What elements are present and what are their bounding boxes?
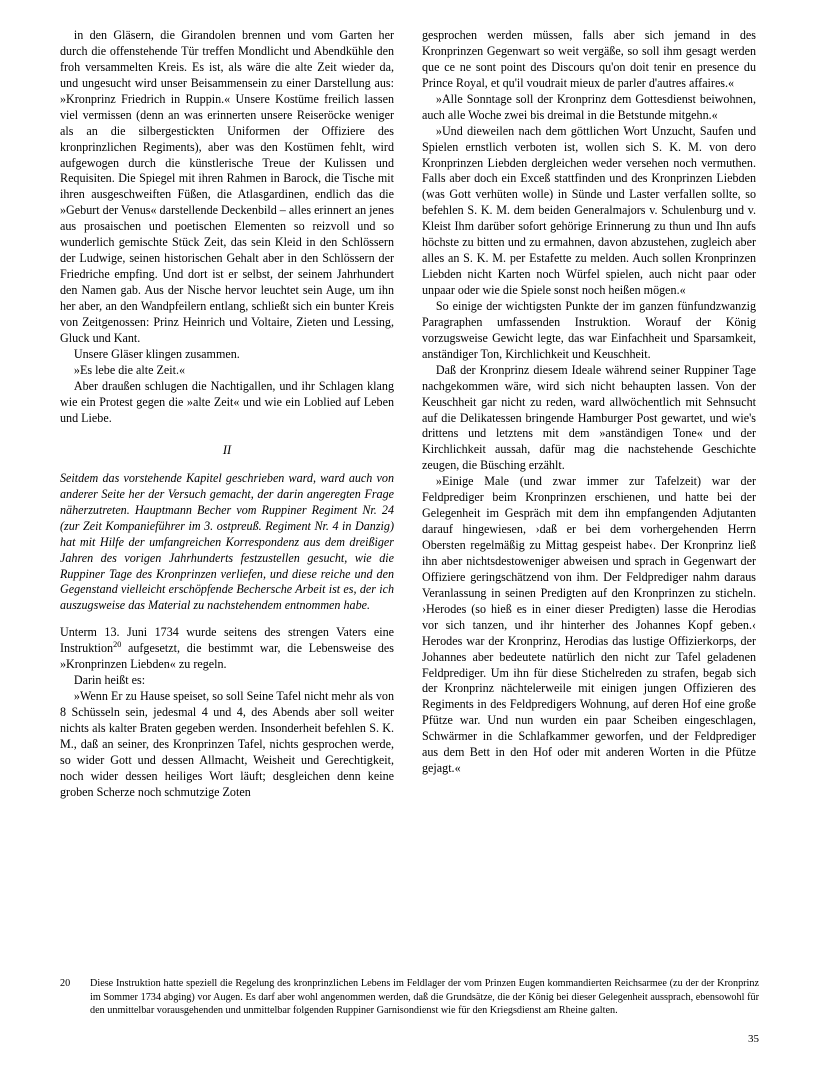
- left-column: [60, 28, 394, 948]
- paragraph-spacer: [60, 614, 394, 625]
- paragraph: gesprochen werden müssen, falls aber sich jemand in des Kronprinzen Gegenwart so weit vergäße, so soll ihm gesagt werden que ce ne sont point des Discours qu'on doit tenir en presence du Prince Royal, et qu'il voudrait mieux de parler d'autres affaires.«: [422, 28, 756, 90]
- paragraph: in den Gläsern, die Girandolen brennen und vom Garten her durch die offenstehende Tür treffen Mondlicht und Abendkühle den froh versammelten Kreis. Es ist, als wäre die alte Zeit wieder da, und ungesucht wird unser Beisammensein zu einer Darstellung aus: »Kronprinz Friedrich in Ruppin.« Unsere Kostüme freilich lassen viel vermissen (denn an was erinnerten unsere Reiseröcke weniger als an die silbergestickten Uniformen der Offiziere des kronprinzlichen Regiments), aber was den Kostümen fehlt, wird aufgewogen durch die künstlerische Treue der Kulissen und Requisiten. Die Spiegel mit ihren Rahmen in Barock, die Tische mit ihren ausgeschweiften Füßen, die Atlasgardinen, endlich das die »Geburt der Venus« darstellende Deckenbild – alles erinnert an jenes aus prosaischen und poetischen Elementen so reizvoll und so wunderlich gemischte Stück Zeit, das sein Kleid in den Schlössern der Ludwige, seinen historischen Gehalt aber in den Schlössern der Friedriche empfing. Und dort ist er selbst, der seinem Jahrhundert den Namen gab. Aus der Nische hervor leuchtet sein Auge, um ihn her aber, an den Wandpfeilern entlang, schließt sich ein bunter Kreis von Zeitgenossen: Prinz Heinrich und Voltaire, Zieten und Lessing, Gluck und Kant.: [60, 28, 394, 345]
- paragraph: »Es lebe die alte Zeit.«: [73, 362, 186, 377]
- paragraph: Unsere Gläser klingen zusammen.: [73, 346, 240, 361]
- chapter-intro-italic: Seitdem das vorstehende Kapitel geschrieben ward, ward auch von anderer Seite her der Versuch gemacht, der darin angeregten Frage näherzutreten. Hauptmann Becher vom Ruppiner Regiment Nr. 24 (zur Zeit Kompanieführer im 3. ostpreuß. Regiment Nr. 4 in Danzig) hat mit Hilfe der umfangreichen Korrespondenz aus dem dreißiger Jahren des vorigen Jahrhunderts festzustellen gesucht, wie die Ruppiner Tage des Kronprinzen verliefen, und diese reiche und den Gegenstand vielleicht erschöpfende Bechersche Arbeit ist es, der ich auszugsweise das Material zu nachstehendem entnommen habe.: [60, 470, 394, 613]
- paragraph: So einige der wichtigsten Punkte der im ganzen fünfundzwanzig Paragraphen umfassenden Instruktion. Worauf der König vorzugsweise Gewicht legte, das war Einfachheit und Sparsamkeit, anständiger Ton, Kirchlichkeit und Keuschheit.: [422, 298, 756, 361]
- two-column-body: [60, 28, 759, 948]
- paragraph: »Einige Male (und zwar immer zur Tafelzeit) war der Feldprediger beim Kronprinzen erschienen, und hatte bei der Gelegenheit im Gespräch mit dem ihn empfangenden Adjutanten darauf hingewiesen, ›daß er bei dem vorhergehenden Herrn Obersten regelmäßig zu Mittag gespeist habe‹. Der Kronprinz ließ ihn aber nichtsdestoweniger abweisen und sprach in Gegenwart der Offiziere geringschätzend von ihm. Der Feldprediger nahm daraus Veranlassung in seinen Predigten auf den Kronprinzen zu sticheln. ›Herodes (so hieß es in einer dieser Predigten) lasse die Herodias vor sich tanzen, und ihr hinterher des Johannes Kopf geben.‹ Herodes war der Kronprinz, Herodias das lustige Offizierkorps, der Johannes aber bedeutete natürlich den nicht zur Tafel geladenen Feldprediger. Um ihn für diese Stichelreden zu strafen, begab sich der Kronprinz nächtelerweile mit einigen jungen Offizieren des Regiments in des Feldpredigers Wohnung, auf deren Hof eine große Pfütze war. Und nun wurden ein paar Scheiben eingeschlagen, Schwärmer in die Schlafkammer geworfen, und der Feldprediger aus dem Bett in den Hof oder mit anderen Worten in die Pfütze gejagt.«: [422, 474, 756, 776]
- footnote-text: Diese Instruktion hatte speziell die Regelung des kronprinzlichen Lebens im Feldlager der vom Prinzen Eugen kommandierten Reichsarmee (zu der der Kronprinz im Sommer 1734 abging) vor Augen. Es darf aber wohl angenommen werden, daß die Grundsätze, die der König bei dieser Gelegenheit aussprach, ebensowohl für den unmittelbar vorausgehenden und unmittelbar folgenden Ruppiner Garnisondienst wie für den Kriegsdienst am Rheine galten.: [90, 978, 759, 1016]
- footnote: [60, 977, 759, 1017]
- paragraph: Daß der Kronprinz diesem Ideale während seiner Ruppiner Tage nachgekommen wäre, wird sich nicht behaupten lassen. Von der Keuschheit gar nicht zu reden, ward allwöchentlich mit Sehnsucht auf die Delikatessen bringende Hamburger Post gewartet, und wie's drittens und letztens mit dem »anständigen Tone« und der Kirchlichkeit aussah, dafür mag die nachstehende Geschichte zeugen, die Büsching erzählt.: [422, 362, 756, 473]
- paragraph: »Wenn Er zu Hause speiset, so soll Seine Tafel nicht mehr als von 8 Schüsseln sein, jedesmal 4 und 4, des Abends aber soll weiter nichts als kalter Braten gegeben werden. Insonderheit befehlen S. K. M., daß an seiner, des Kronprinzen Tafel, nichts gesprochen werde, so wider Gott und dessen Allmacht, Weisheit und Gerechtigkeit, noch wider dessen heiliges Wort läuft; desgleichen denn keine groben Scherze noch schmutzige Zoten: [60, 689, 394, 799]
- paragraph: Aber draußen schlugen die Nachtigallen, und ihr Schlagen klang wie ein Protest gegen die »alte Zeit« und wie ein Loblied auf Leben und Liebe.: [60, 378, 394, 425]
- paragraph: Unterm 13. Juni 1734 wurde seitens des strengen Vaters eine Instruktion$^{20}$ aufgesetzt, die bestimmt war, die Lebensweise des »Kronprinzen Liebden« zu regeln.: [60, 625, 394, 672]
- footnote-number: 20: [60, 978, 71, 990]
- chapter-number: II: [222, 443, 232, 458]
- paragraph: »Alle Sonntage soll der Kronprinz dem Gottesdienst beiwohnen, auch alle Woche zwei bis dreimal in die Betstunde mitgehn.«: [422, 91, 756, 122]
- paragraph: »Und dieweilen nach dem göttlichen Wort Unzucht, Saufen und Spielen ernstlich verboten ist, wollen sich S. K. M. von dero Kronprinzen Liebden dergleichen weder versehen noch vermuthen. Falls aber doch ein Exceß stattfinden und des Kronprinzen Liebden (was Gott verhüten wolle) in Sünde und Laster verfallen sollte, so befehlen S. K. M. dem beiden Generalmajors v. Schulenburg und v. Kleist Ihm darüber sofort gehörige Erinnerung zu thun und Ihn aufs höchste zu bitten und zu ermahnen, davon abzustehen, zugleich aber alles an S. K. M. per Estafette zu melden. Auch sollen Kronprinzen Liebden nicht Karten noch Würfel spielen, auch nicht paar oder unpaar oder wie die Spiele sonst noch heißen mögen.«: [422, 123, 756, 297]
- right-column: [422, 28, 756, 948]
- paragraph: Darin heißt es:: [73, 673, 146, 688]
- page-number: 35: [748, 1033, 759, 1045]
